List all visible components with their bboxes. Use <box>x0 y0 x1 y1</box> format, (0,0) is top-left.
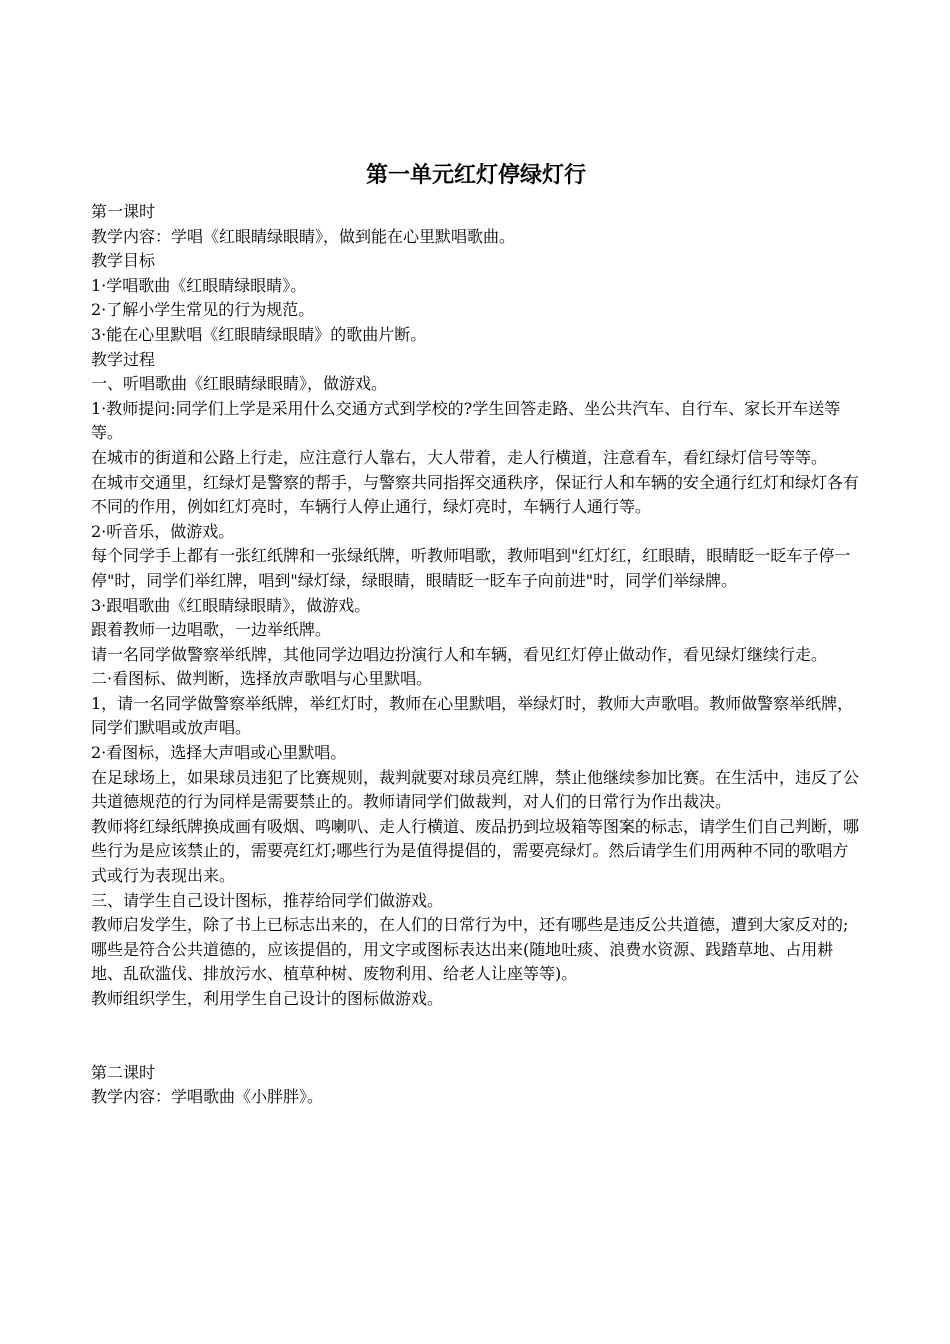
lesson-heading: 第二课时 <box>91 1062 156 1082</box>
process-step-heading: 二·看图标、做判断，选择放声歌唱与心里默唱。 <box>91 669 433 689</box>
paragraph: 在城市的街道和公路上行走，应注意行人靠右，大人带着，走人行横道，注意看车，看红绿灯信号等等。 <box>91 447 828 467</box>
section-spacer <box>91 1012 861 1061</box>
paragraph: 1·教师提问:同学们上学是采用什么交通方式到学校的?学生回答走路、坐公共汽车、自行车、家长开车送等等。 <box>91 398 841 443</box>
teaching-content: 教学内容：学唱《红眼睛绿眼睛》，做到能在心里默唱歌曲。 <box>91 226 516 246</box>
paragraph: 每个同学手上都有一张红纸牌和一张绿纸牌，听教师唱歌，教师唱到"红灯红，红眼睛，眼睛眨一眨车子停一停"时，同学们举红牌，唱到"绿灯绿，绿眼睛，眼睛眨一眨车子向前进"时，同学们举绿牌。 <box>91 546 851 590</box>
lesson-1-section <box>91 200 861 1012</box>
paragraph: 2·看图标，选择大声唱或心里默唱。 <box>91 743 347 763</box>
process-step-heading: 三、请学生自己设计图标，推荐给同学们做游戏。 <box>91 890 444 910</box>
section-heading-process: 教学过程 <box>91 349 156 369</box>
paragraph: 1，请一名同学做警察举纸牌，举红灯时，教师在心里默唱，举绿灯时，教师大声歌唱。教师做警察举纸牌，同学们默唱或放声唱。 <box>91 693 854 738</box>
document-title: 第一单元红灯停绿灯行 <box>365 162 586 188</box>
paragraph: 请一名同学做警察举纸牌，其他同学边唱边扮演行人和车辆，看见红灯停止做动作，看见绿灯继续行走。 <box>91 644 828 664</box>
paragraph: 在足球场上，如果球员违犯了比赛规则，裁判就要对球员亮红牌，禁止他继续参加比赛。在生活中，违反了公共道德规范的行为同样是需要禁止的。教师请同学们做裁判，对人们的日常行为作出裁决。 <box>91 767 860 812</box>
goal-item: 2·了解小学生常见的行为规范。 <box>91 300 315 320</box>
paragraph: 教师将红绿纸牌换成画有吸烟、鸣喇叭、走人行横道、废品扔到垃圾箱等图案的标志，请学生们自己判断，哪些行为是应该禁止的，需要亮红灯;哪些行为是值得提倡的，需要亮绿灯。然后请学生们用两种不同的歌唱方式或行为表现出来。 <box>91 816 860 886</box>
paragraph: 教师启发学生，除了书上已标志出来的，在人们的日常行为中，还有哪些是违反公共道德，遭到大家反对的;哪些是符合公共道德的，应该提倡的，用文字或图标表达出来(随地吐痰、浪费水资源、践踏草地、占用耕地、乱砍滥伐、排放污水、植草种树、废物利用、给老人让座等等)。 <box>91 915 849 984</box>
lesson-heading: 第一课时 <box>91 202 156 221</box>
goal-item: 1·学唱歌曲《红眼睛绿眼睛》。 <box>91 275 307 295</box>
goal-item: 3·能在心里默唱《红眼睛绿眼睛》的歌曲片断。 <box>91 324 427 344</box>
paragraph: 3·跟唱歌曲《红眼睛绿眼睛》，做游戏。 <box>91 595 371 615</box>
process-step-heading: 一、听唱歌曲《红眼睛绿眼睛》，做游戏。 <box>91 374 388 394</box>
paragraph: 教师组织学生，利用学生自己设计的图标做游戏。 <box>91 989 444 1008</box>
paragraph: 跟着教师一边唱歌，一边举纸牌。 <box>91 620 332 640</box>
lesson-2-section <box>91 1061 861 1110</box>
teaching-content: 教学内容：学唱歌曲《小胖胖》。 <box>91 1087 324 1107</box>
document-page <box>91 152 861 1110</box>
paragraph: 2·听音乐，做游戏。 <box>91 521 235 541</box>
paragraph: 在城市交通里，红绿灯是警察的帮手，与警察共同指挥交通秩序，保证行人和车辆的安全通行红灯和绿灯各有不同的作用，例如红灯亮时，车辆行人停止通行，绿灯亮时，车辆行人通行等。 <box>91 472 860 517</box>
section-heading-goals: 教学目标 <box>91 251 156 271</box>
